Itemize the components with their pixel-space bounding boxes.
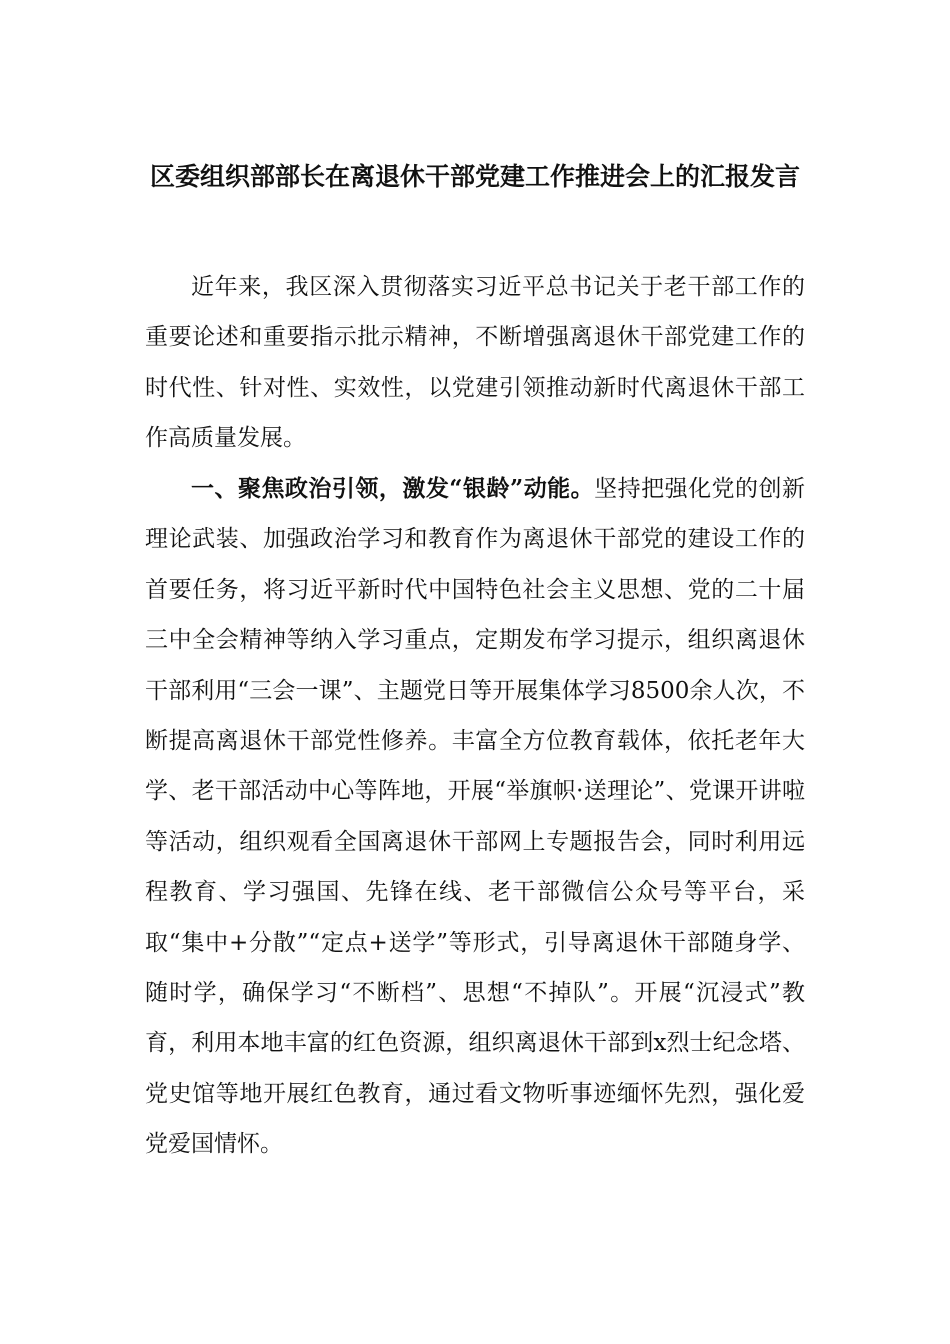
section-1-body: 坚持把强化党的创新理论武装、加强政治学习和教育作为离退休干部党的建设工作的首要任务，将习近平新时代中国特色社会主义思想、党的二十届三中全会精神等纳入学习重点，定期发布学习提示，组织离退休干部利用“三会一课”、主题党日等开展集体学习8500余人次，不断提高离退休干部党性修养。丰富全方位教育载体，依托老年大学、老干部活动中心等阵地，开展“举旗帜·送理论”、党课开讲啦等活动，组织观看全国离退休干部网上专题报告会，同时利用远程教育、学习强国、先锋在线、老干部微信公众号等平台，采取“集中+分散”“定点+送学”等形式，引导离退休干部随身学、随时学，确保学习“不断档”、思想“不掉队”。开展“沉浸式”教育，利用本地丰富的红色资源，组织离退休干部到x烈士纪念塔、党史馆等地开展红色教育，通过看文物听事迹缅怀先烈，强化爱党爱国情怀。 — [145, 476, 805, 1158]
document-title: 区委组织部部长在离退休干部党建工作推进会上的汇报发言 — [149, 162, 800, 191]
section-1-heading: 一、聚焦政治引领，激发“银龄”动能。 — [191, 475, 595, 502]
intro-paragraph: 近年来，我区深入贯彻落实习近平总书记关于老干部工作的重要论述和重要指示批示精神，不断增强离退休干部党建工作的时代性、针对性、实效性，以党建引领推动新时代离退休干部工作高质量发展。 — [145, 274, 805, 452]
section-1-paragraph — [145, 464, 805, 1170]
